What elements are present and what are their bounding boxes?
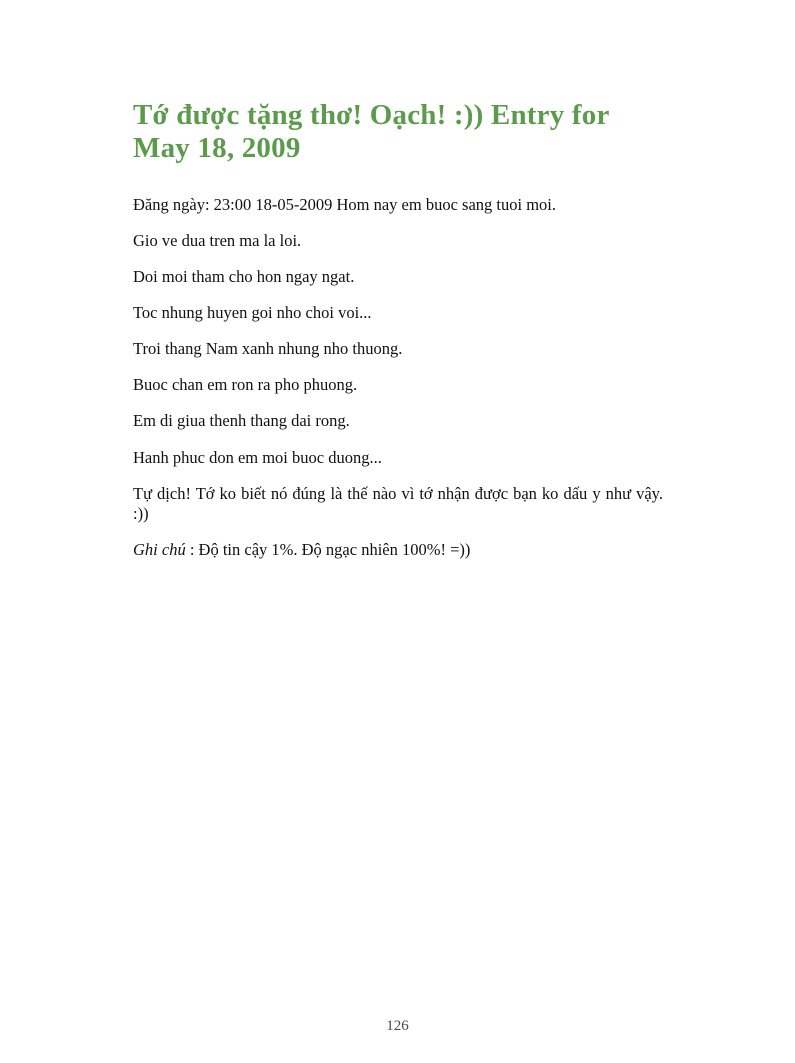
note-line <box>133 540 663 560</box>
poem-line: Em di giua thenh thang dai rong. <box>133 411 350 431</box>
page-number: 126 <box>386 1018 409 1034</box>
entry-title: Tớ được tặng thơ! Oạch! :)) Entry for May 18, 2009 <box>133 99 609 165</box>
poem-line: Buoc chan em ron ra pho phuong. <box>133 375 358 395</box>
poem-line: Toc nhung huyen goi nho choi voi... <box>133 303 372 323</box>
text-content <box>133 99 663 576</box>
poem-line: Doi moi tham cho hon ngay ngat. <box>133 266 355 286</box>
poem-line: Gio ve dua tren ma la loi. <box>133 230 302 250</box>
poem-line: Hanh phuc don em moi buoc duong... <box>133 447 382 467</box>
poem-line: Troi thang Nam xanh nhung nho thuong. <box>133 339 403 359</box>
note-label: Ghi chú <box>133 539 186 559</box>
note-text: : Độ tin cậy 1%. Độ ngạc nhiên 100%! =)) <box>185 539 471 559</box>
translation-comment: Tự dịch! Tớ ko biết nó đúng là thế nào vì tớ nhận được bạn ko dấu y như vậy. :)) <box>133 483 663 523</box>
date-line: Đăng ngày: 23:00 18-05-2009 Hom nay em buoc sang tuoi moi. <box>133 194 556 214</box>
